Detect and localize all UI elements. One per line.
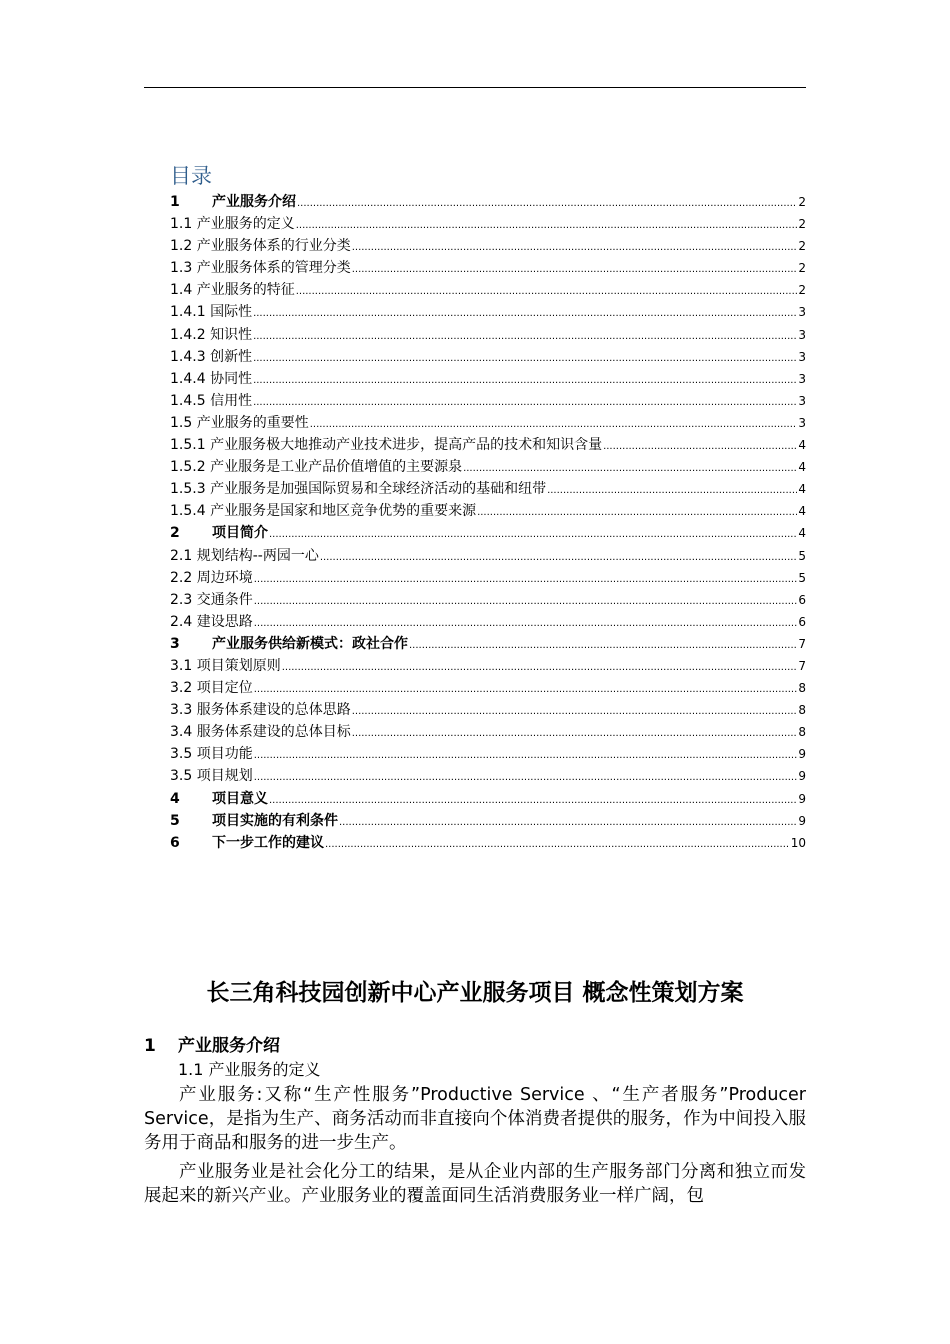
toc-entry-number: 2 (170, 525, 180, 542)
toc-entry[interactable] (170, 390, 806, 412)
toc-entry-label (170, 324, 252, 346)
toc-dot-leader (254, 765, 798, 789)
toc-page-number: 4 (798, 438, 806, 453)
toc-entry-label (170, 456, 462, 478)
toc-page-number: 2 (798, 239, 806, 254)
toc-entry-text: 1.2 产业服务体系的行业分类 (170, 238, 351, 255)
toc-entry-text: 1.4.3 创新性 (170, 348, 253, 365)
toc-page-number: 2 (798, 217, 806, 232)
toc-entry-text: 3.5 项目功能 (170, 746, 253, 763)
toc-page-number: 7 (798, 658, 806, 673)
subsection-heading: 1.1 产业服务的定义 (178, 1060, 321, 1079)
toc-entry-label (170, 611, 253, 633)
toc-entry-label (170, 545, 319, 567)
toc-entry-label (170, 721, 351, 743)
toc-entry-text: 项目实施的有利条件 (212, 812, 338, 829)
toc-dot-leader (352, 721, 798, 745)
toc-entry[interactable] (170, 434, 806, 456)
header-rule (144, 87, 806, 88)
toc-entry-label (170, 567, 253, 589)
toc-entry-text: 2.3 交通条件 (170, 591, 253, 608)
toc-entry-text: 3.2 项目定位 (170, 680, 253, 697)
section-title: 产业服务介绍 (178, 1036, 280, 1056)
toc-dot-leader (254, 611, 798, 635)
toc-entry-number: 4 (170, 790, 180, 807)
toc-page-number: 9 (798, 791, 806, 806)
toc-entry[interactable] (170, 500, 806, 522)
toc-page-number: 3 (798, 415, 806, 430)
toc-dot-leader (352, 699, 798, 723)
toc-entry-label (170, 279, 295, 301)
toc-page-number: 6 (798, 592, 806, 607)
toc-entry[interactable] (170, 346, 806, 368)
document-title: 长三角科技园创新中心产业服务项目 概念性策划方案 (206, 980, 744, 1006)
toc-entry[interactable] (170, 633, 806, 655)
toc-entry-number: 1 (170, 194, 180, 210)
toc-dot-leader (254, 567, 798, 591)
toc-entry[interactable] (170, 478, 806, 500)
toc-dot-leader (352, 235, 798, 259)
toc-entry-text: 3.1 项目策划原则 (170, 657, 281, 674)
toc-entry-text: 1.5.1 产业服务极大地推动产业技术进步，提高产品的技术和知识含量 (170, 437, 603, 454)
toc-entry[interactable] (170, 412, 806, 434)
toc-entry[interactable] (170, 721, 806, 743)
toc-page-number: 3 (798, 305, 806, 320)
toc-entry-label (170, 810, 338, 832)
toc-page-number: 5 (798, 570, 806, 585)
body-paragraph: 产业服务:又称“生产性服务”Productive Service 、“生产者服务”Producer Service，是指为生产、商务活动而非直接向个体消费者提供的服务，作为中间投入服务用于商品和服务的进一步生产。 (144, 1085, 806, 1153)
toc-dot-leader (253, 301, 797, 325)
toc-entry-label (170, 412, 309, 434)
toc-page-number: 10 (790, 835, 806, 850)
toc-entry-text: 1.1 产业服务的定义 (170, 216, 295, 233)
toc-entry-number: 5 (170, 812, 180, 829)
toc-entry-label (170, 765, 253, 787)
toc-entry-label (170, 677, 253, 699)
toc-entry[interactable] (170, 257, 806, 279)
toc-page-number: 6 (798, 614, 806, 629)
toc-entry-text: 1.4.5 信用性 (170, 392, 253, 409)
toc-entry-label (170, 633, 408, 655)
toc-entry-text: 3.5 项目规划 (170, 768, 253, 785)
toc-entry-number: 3 (170, 635, 180, 652)
toc-entry-text: 2.4 建设思路 (170, 613, 253, 630)
section-number: 1 (144, 1036, 156, 1056)
toc-dot-leader (463, 456, 797, 480)
toc-heading: 目录 (170, 164, 212, 188)
toc-entry-text: 1.4.2 知识性 (170, 326, 253, 343)
toc-page-number: 3 (798, 349, 806, 364)
toc-page-number: 8 (798, 703, 806, 718)
toc-entry-label (170, 522, 268, 544)
toc-entry[interactable] (170, 788, 806, 810)
toc-entry[interactable] (170, 522, 806, 544)
toc-entry-text: 1.5.2 产业服务是工业产品价值增值的主要源泉 (170, 459, 463, 476)
toc-page-number: 9 (798, 769, 806, 784)
toc-dot-leader (352, 257, 798, 281)
toc-entry[interactable] (170, 655, 806, 677)
toc-entry-number: 6 (170, 834, 180, 851)
toc-entry[interactable] (170, 235, 806, 257)
toc-entry-text: 3.4 服务体系建设的总体目标 (170, 724, 351, 741)
toc-entry-text: 产业服务供给新模式：政社合作 (212, 635, 408, 652)
toc-entry-text: 1.5.4 产业服务是国家和地区竞争优势的重要来源 (170, 503, 477, 520)
toc-dot-leader (254, 589, 798, 613)
toc-entry-label (170, 478, 546, 500)
toc-entry-text: 1.3 产业服务体系的管理分类 (170, 260, 351, 277)
toc-entry[interactable] (170, 611, 806, 633)
toc-entry[interactable] (170, 279, 806, 301)
toc-list (170, 191, 806, 854)
toc-entry-label (170, 301, 252, 323)
toc-entry[interactable] (170, 545, 806, 567)
toc-dot-leader (253, 390, 797, 414)
toc-page-number: 4 (798, 482, 806, 497)
toc-entry[interactable] (170, 743, 806, 765)
toc-entry-text: 1.4.1 国际性 (170, 304, 253, 321)
toc-entry-text: 项目简介 (212, 525, 268, 542)
toc-entry-text: 1.5 产业服务的重要性 (170, 414, 309, 431)
toc-dot-leader (254, 677, 798, 701)
toc-entry-label (170, 434, 602, 456)
toc-dot-leader (296, 279, 798, 303)
toc-dot-leader (547, 478, 797, 502)
table-of-contents (170, 163, 806, 854)
toc-entry[interactable] (170, 324, 806, 346)
toc-entry[interactable] (170, 677, 806, 699)
toc-entry-text: 2.2 周边环境 (170, 569, 253, 586)
toc-page-number: 8 (798, 725, 806, 740)
toc-entry[interactable] (170, 832, 806, 854)
toc-entry-label (170, 191, 296, 213)
toc-entry-label (170, 743, 253, 765)
toc-dot-leader (325, 832, 790, 856)
body-paragraph: 产业服务业是社会化分工的结果，是从企业内部的生产服务部门分离和独立而发展起来的新兴产业。产业服务业的覆盖面同生活消费服务业一样广阔，包 (144, 1162, 806, 1206)
toc-entry[interactable] (170, 213, 806, 235)
toc-entry[interactable] (170, 301, 806, 323)
toc-dot-leader (339, 810, 797, 834)
toc-entry-text: 下一步工作的建议 (212, 834, 324, 851)
toc-entry[interactable] (170, 765, 806, 787)
toc-page-number: 9 (798, 813, 806, 828)
toc-dot-leader (253, 324, 797, 348)
toc-entry-label (170, 589, 253, 611)
toc-dot-leader (253, 368, 797, 392)
toc-dot-leader (296, 213, 798, 237)
toc-entry-label (170, 699, 351, 721)
toc-page-number: 8 (798, 681, 806, 696)
toc-entry-label (170, 213, 295, 235)
toc-entry[interactable] (170, 456, 806, 478)
toc-entry-label (170, 655, 281, 677)
toc-entry[interactable] (170, 699, 806, 721)
toc-dot-leader (254, 743, 798, 767)
toc-entry-label (170, 346, 252, 368)
toc-entry-text: 1.5.3 产业服务是加强国际贸易和全球经济活动的基础和纽带 (170, 481, 547, 498)
toc-entry-label (170, 500, 476, 522)
toc-dot-leader (269, 788, 797, 812)
toc-page-number: 4 (798, 526, 806, 541)
toc-entry-label (170, 788, 268, 810)
toc-entry-text: 产业服务介绍 (212, 194, 296, 210)
toc-entry-text: 2.1 规划结构--两园一心 (170, 547, 319, 564)
toc-entry-label (170, 390, 252, 412)
toc-entry-text: 1.4 产业服务的特征 (170, 282, 295, 299)
toc-entry-label (170, 257, 351, 279)
toc-entry-label (170, 368, 252, 390)
toc-dot-leader (282, 655, 798, 679)
toc-dot-leader (603, 434, 797, 458)
toc-page-number: 4 (798, 460, 806, 475)
toc-entry[interactable] (170, 368, 806, 390)
toc-page-number: 2 (798, 195, 806, 209)
toc-page-number: 3 (798, 327, 806, 342)
toc-page-number: 3 (798, 371, 806, 386)
toc-entry[interactable] (170, 567, 806, 589)
toc-page-number: 5 (798, 548, 806, 563)
toc-page-number: 9 (798, 747, 806, 762)
toc-dot-leader (269, 522, 797, 546)
toc-dot-leader (310, 412, 798, 436)
toc-entry-label (170, 235, 351, 257)
toc-page-number: 3 (798, 393, 806, 408)
toc-page-number: 4 (798, 504, 806, 519)
toc-page-number: 2 (798, 283, 806, 298)
toc-entry-text: 项目意义 (212, 790, 268, 807)
section-heading (144, 1034, 280, 1058)
toc-dot-leader (297, 191, 797, 215)
toc-dot-leader (253, 346, 797, 370)
toc-dot-leader (320, 545, 798, 569)
toc-page-number: 7 (798, 636, 806, 651)
toc-dot-leader (477, 500, 797, 524)
toc-entry[interactable] (170, 810, 806, 832)
toc-entry-label (170, 832, 324, 854)
toc-page-number: 2 (798, 261, 806, 276)
toc-entry-text: 1.4.4 协同性 (170, 370, 253, 387)
toc-entry[interactable] (170, 191, 806, 213)
toc-entry[interactable] (170, 589, 806, 611)
toc-entry-text: 3.3 服务体系建设的总体思路 (170, 702, 351, 719)
toc-dot-leader (409, 633, 797, 657)
